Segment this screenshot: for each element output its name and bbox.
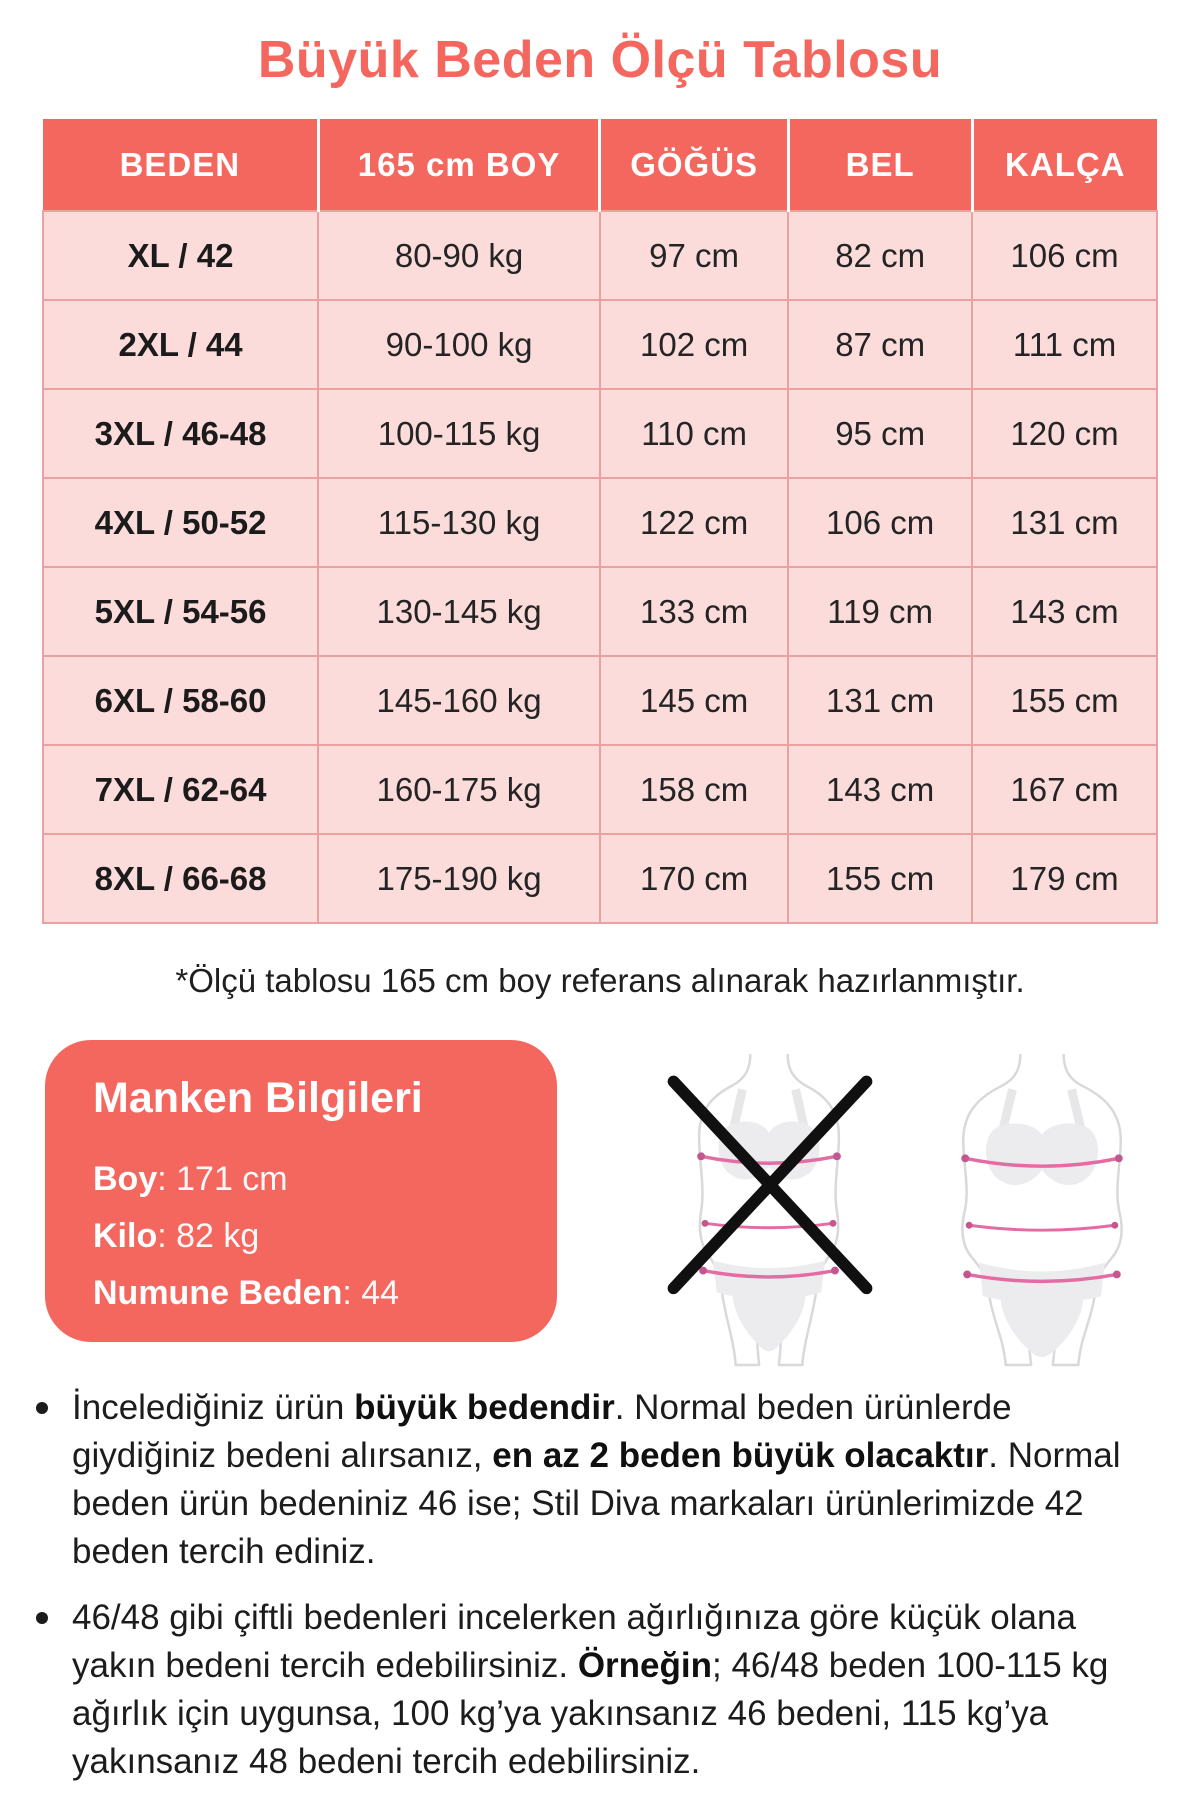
cell-waist: 82 cm bbox=[788, 211, 972, 300]
cell-waist: 131 cm bbox=[788, 656, 972, 745]
cell-size: 7XL / 62-64 bbox=[43, 745, 318, 834]
header-hip: KALÇA bbox=[972, 119, 1157, 211]
model-height-label: Boy bbox=[93, 1160, 158, 1198]
table-row bbox=[43, 211, 1157, 300]
table-row bbox=[43, 300, 1157, 389]
text-segment-bold: Örneğin bbox=[577, 1646, 713, 1685]
table-row bbox=[43, 745, 1157, 834]
plus-body-silhouette bbox=[961, 1054, 1122, 1365]
table-row bbox=[43, 656, 1157, 745]
cell-chest: 110 cm bbox=[600, 389, 788, 478]
model-sample-size-label: Numune Beden bbox=[93, 1274, 343, 1312]
slim-body-crossed-illustration bbox=[650, 1052, 890, 1367]
cell-size: 8XL / 66-68 bbox=[43, 834, 318, 923]
cell-weight: 160-175 kg bbox=[318, 745, 600, 834]
cell-weight: 115-130 kg bbox=[318, 478, 600, 567]
cell-waist: 87 cm bbox=[788, 300, 972, 389]
text-segment-bold: büyük bedendir bbox=[354, 1388, 615, 1427]
table-row bbox=[43, 834, 1157, 923]
cell-hip: 106 cm bbox=[972, 211, 1157, 300]
table-footnote: *Ölçü tablosu 165 cm boy referans alınarak hazırlanmıştır. bbox=[175, 962, 1025, 999]
plus-body-illustration bbox=[922, 1052, 1162, 1367]
cell-hip: 111 cm bbox=[972, 300, 1157, 389]
header-chest: GÖĞÜS bbox=[600, 119, 788, 211]
note-plus-size bbox=[36, 1384, 1176, 1576]
text-segment: İncelediğiniz ürün bbox=[72, 1388, 355, 1427]
cell-hip: 143 cm bbox=[972, 567, 1157, 656]
cell-chest: 122 cm bbox=[600, 478, 788, 567]
cell-chest: 158 cm bbox=[600, 745, 788, 834]
header-waist: BEL bbox=[788, 119, 972, 211]
model-sample-size-line bbox=[93, 1265, 509, 1322]
cell-size: 4XL / 50-52 bbox=[43, 478, 318, 567]
cell-hip: 131 cm bbox=[972, 478, 1157, 567]
table-row bbox=[43, 389, 1157, 478]
cell-weight: 80-90 kg bbox=[318, 211, 600, 300]
table-row bbox=[43, 478, 1157, 567]
cell-hip: 120 cm bbox=[972, 389, 1157, 478]
cell-weight: 130-145 kg bbox=[318, 567, 600, 656]
bullet-icon bbox=[36, 1402, 48, 1414]
size-chart-table bbox=[42, 119, 1158, 924]
header-size: BEDEN bbox=[43, 119, 318, 211]
cell-size: XL / 42 bbox=[43, 211, 318, 300]
text-segment: 46/48 gibi çiftli bedenleri incelerken ağırlığınıza göre küçük olana yakın bedeni tercih edebilirsiniz. bbox=[72, 1598, 1076, 1685]
cell-waist: 119 cm bbox=[788, 567, 972, 656]
model-weight-label: Kilo bbox=[93, 1217, 158, 1255]
text-segment: . Normal beden ürünlerde giydiğiniz bedeni alırsanız, bbox=[72, 1388, 1012, 1475]
text-segment: . Normal beden ürün bedeniniz 46 ise; Stil Diva markaları ürünlerimizde 42 beden tercih ediniz. bbox=[72, 1436, 1121, 1571]
model-sample-size-value: : 44 bbox=[342, 1274, 400, 1312]
model-info-title: Manken Bilgileri bbox=[93, 1074, 423, 1122]
cell-size: 2XL / 44 bbox=[43, 300, 318, 389]
cell-waist: 155 cm bbox=[788, 834, 972, 923]
cell-hip: 155 cm bbox=[972, 656, 1157, 745]
slim-body-silhouette bbox=[697, 1054, 841, 1365]
model-height-line bbox=[93, 1151, 509, 1208]
cell-hip: 167 cm bbox=[972, 745, 1157, 834]
cell-weight: 100-115 kg bbox=[318, 389, 600, 478]
note-double-sizes-text bbox=[72, 1594, 1152, 1786]
cell-size: 6XL / 58-60 bbox=[43, 656, 318, 745]
cell-weight: 90-100 kg bbox=[318, 300, 600, 389]
cell-waist: 106 cm bbox=[788, 478, 972, 567]
cell-chest: 145 cm bbox=[600, 656, 788, 745]
cell-size: 5XL / 54-56 bbox=[43, 567, 318, 656]
cell-weight: 175-190 kg bbox=[318, 834, 600, 923]
cell-chest: 97 cm bbox=[600, 211, 788, 300]
cell-chest: 133 cm bbox=[600, 567, 788, 656]
cell-waist: 143 cm bbox=[788, 745, 972, 834]
model-weight-line bbox=[93, 1208, 509, 1265]
page-title: Büyük Beden Ölçü Tablosu bbox=[257, 31, 943, 89]
cell-weight: 145-160 kg bbox=[318, 656, 600, 745]
cell-hip: 179 cm bbox=[972, 834, 1157, 923]
note-double-sizes bbox=[36, 1594, 1176, 1786]
text-segment-bold: en az 2 beden büyük olacaktır bbox=[492, 1436, 989, 1475]
model-info-card bbox=[45, 1040, 557, 1342]
table-row bbox=[43, 567, 1157, 656]
model-weight-value: : 82 kg bbox=[157, 1217, 260, 1255]
cell-chest: 170 cm bbox=[600, 834, 788, 923]
header-weight: 165 cm BOY bbox=[318, 119, 600, 211]
text-segment: ; 46/48 beden 100-115 kg ağırlık için uygunsa, 100 kg’ya yakınsanız 46 bedeni, 115 kg’ya yakınsanız 48 bedeni tercih edebilirsiniz. bbox=[72, 1646, 1109, 1781]
cell-chest: 102 cm bbox=[600, 300, 788, 389]
cell-size: 3XL / 46-48 bbox=[43, 389, 318, 478]
bullet-icon bbox=[36, 1612, 48, 1624]
cell-waist: 95 cm bbox=[788, 389, 972, 478]
table-header-row bbox=[43, 119, 1157, 211]
model-height-value: : 171 cm bbox=[157, 1160, 288, 1198]
note-plus-size-text bbox=[72, 1384, 1152, 1576]
size-chart bbox=[42, 119, 1158, 924]
